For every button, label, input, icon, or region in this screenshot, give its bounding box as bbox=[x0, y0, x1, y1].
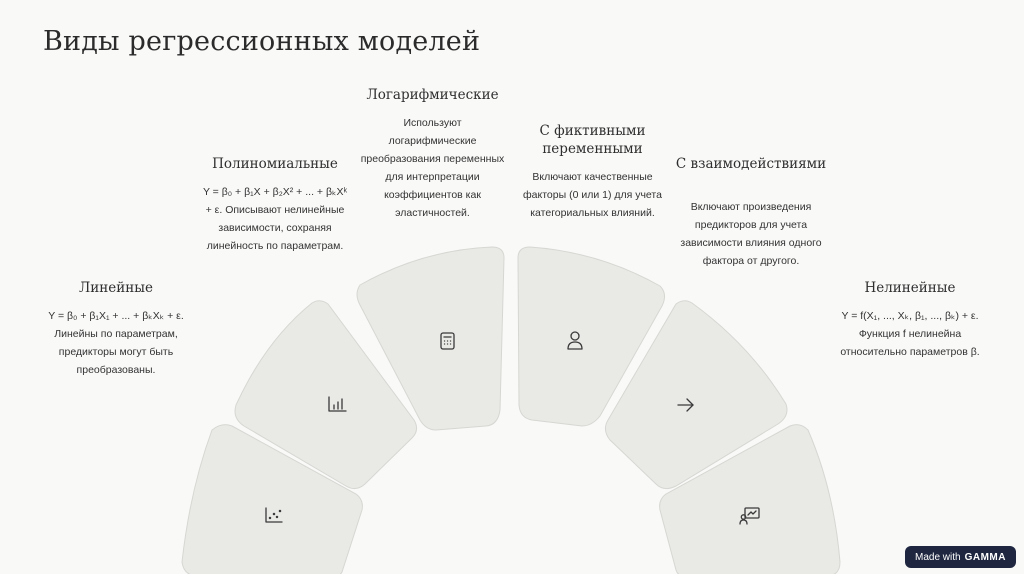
block-interaction bbox=[672, 155, 830, 270]
desc-line: Включают произведения bbox=[690, 201, 812, 214]
desc-line: Y = f(X₁, ..., Xₖ, β₁, ..., βₖ) + ε. bbox=[841, 310, 979, 323]
heading-polynomial: Полиномиальные bbox=[212, 156, 338, 172]
desc-line: Включают качественные bbox=[532, 171, 653, 184]
desc-line: факторы (0 или 1) для учета bbox=[523, 189, 662, 202]
desc-line: коэффициентов как bbox=[384, 189, 481, 202]
block-polynomial bbox=[195, 155, 355, 255]
block-nonlinear bbox=[830, 279, 990, 361]
desc-line: фактора от другого. bbox=[702, 255, 800, 268]
desc-interaction bbox=[672, 198, 830, 270]
block-linear bbox=[40, 279, 192, 379]
made-with-gamma-badge[interactable] bbox=[905, 546, 1016, 568]
desc-line: преобразованы. bbox=[76, 364, 156, 377]
desc-line: логарифмические bbox=[388, 135, 477, 148]
desc-line: для интерпретации bbox=[385, 171, 480, 184]
desc-line: линейность по параметрам. bbox=[206, 240, 344, 253]
heading-dummy: С фиктивными переменными bbox=[539, 123, 646, 158]
block-dummy bbox=[515, 122, 670, 222]
desc-line: зависимости влияния одного bbox=[680, 237, 822, 250]
desc-line: относительно параметров β. bbox=[840, 346, 980, 359]
desc-linear bbox=[40, 307, 192, 379]
desc-line: предикторы могут быть bbox=[58, 346, 174, 359]
heading-logarithmic: Логарифмические bbox=[366, 87, 499, 103]
desc-line: Используют bbox=[403, 117, 462, 130]
badge-prefix: Made with bbox=[915, 551, 961, 563]
desc-polynomial bbox=[195, 183, 355, 255]
block-logarithmic bbox=[355, 86, 510, 222]
desc-line: предикторов для учета bbox=[694, 219, 808, 232]
desc-line: Линейны по параметрам, bbox=[54, 328, 178, 341]
badge-brand: GAMMA bbox=[964, 551, 1006, 563]
heading-linear: Линейные bbox=[79, 280, 153, 296]
heading-nonlinear: Нелинейные bbox=[864, 280, 956, 296]
heading-interaction: С взаимодействиями bbox=[675, 156, 827, 172]
desc-logarithmic bbox=[355, 114, 510, 222]
desc-line: Y = β₀ + β₁X₁ + ... + β⁠ₖXₖ + ε. bbox=[48, 310, 184, 323]
desc-line: + ε. Описывают нелинейные bbox=[205, 204, 345, 217]
desc-line: зависимости, сохраняя bbox=[218, 222, 332, 235]
desc-line: преобразования переменных bbox=[360, 153, 505, 166]
desc-line: эластичностей. bbox=[395, 207, 470, 220]
page-title: Виды регрессионных моделей bbox=[43, 26, 481, 57]
desc-line: категориальных влияний. bbox=[530, 207, 655, 220]
desc-dummy bbox=[515, 168, 670, 222]
desc-nonlinear bbox=[830, 307, 990, 361]
desc-line: Y = β₀ + β₁X + β₂X² + ... + βₖXᵏ bbox=[202, 186, 348, 199]
desc-line: Функция f нелинейна bbox=[858, 328, 962, 341]
